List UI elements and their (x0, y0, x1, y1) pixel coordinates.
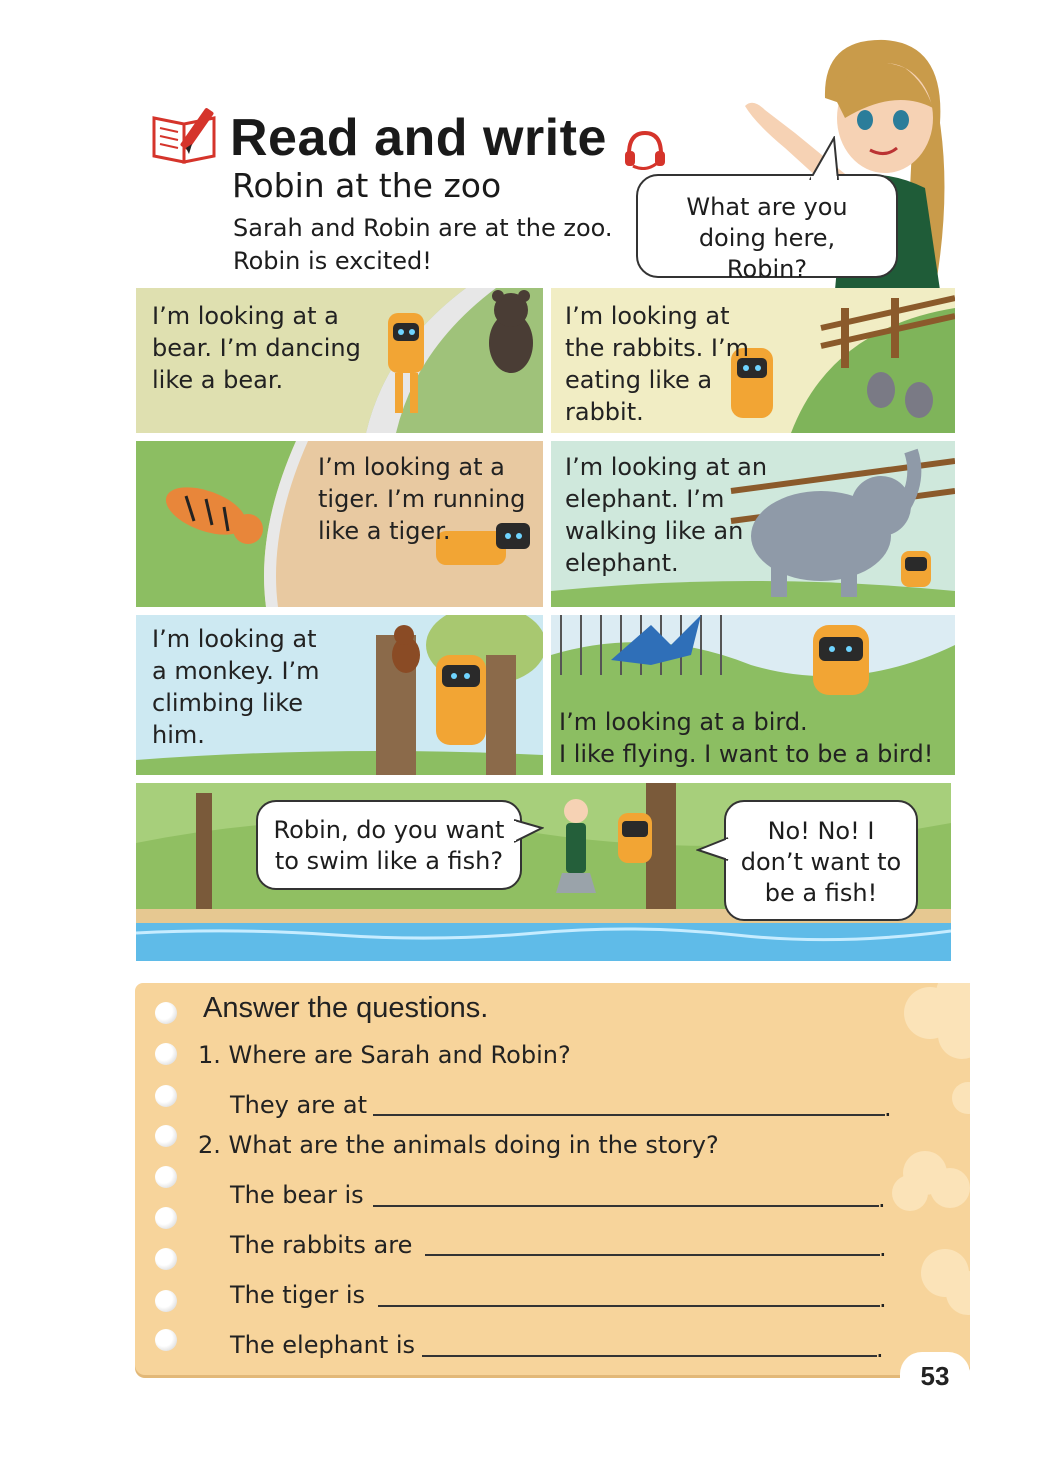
comic-panel-bird (551, 615, 955, 775)
question-2: 2. What are the animals doing in the story? (198, 1131, 719, 1159)
answer-tiger-prompt: The tiger is (230, 1281, 366, 1309)
panel-text: I’m looking at a tiger. I’m running like a tiger. (318, 453, 526, 545)
comic-panel-rabbits (551, 288, 955, 433)
comic-panel-elephant (551, 441, 955, 607)
panel-text: I’m looking at a bear. I’m dancing like a bear. (152, 302, 361, 394)
binder-hole (155, 1085, 177, 1107)
page-title: Read and write (230, 109, 607, 167)
comic-panel-bear (136, 288, 543, 433)
binder-hole (155, 1166, 177, 1188)
robin-answer-bubble: No! No! I don’t want to be a fish! (724, 800, 918, 921)
answer-elephant-line[interactable] (422, 1355, 877, 1357)
panel-text: I’m looking at an elephant. I’m walking like an elephant. (565, 453, 768, 577)
write-icon (148, 104, 228, 166)
binder-hole (155, 1002, 177, 1024)
panel-text: I’m looking at the rabbits. I’m eating like a rabbit. (565, 302, 749, 426)
answer-1-prompt: They are at (230, 1091, 368, 1119)
sarah-speech-bubble: What are you doing here, Robin? (636, 174, 898, 278)
answer-rabbits-prompt: The rabbits are (230, 1231, 413, 1259)
answer-elephant-period: . (876, 1335, 884, 1363)
sarah-question-bubble: Robin, do you want to swim like a fish? (256, 800, 522, 890)
answer-1-period: . (884, 1094, 892, 1122)
answer-rabbits-line[interactable] (425, 1254, 880, 1256)
question-1: 1. Where are Sarah and Robin? (198, 1041, 571, 1069)
flower-decoration (850, 983, 970, 1375)
answer-elephant-prompt: The elephant is (230, 1331, 416, 1359)
panel-text: I’m looking at a monkey. I’m climbing like him. (152, 625, 320, 749)
answer-bear-prompt: The bear is (230, 1181, 364, 1209)
binder-hole (155, 1329, 177, 1351)
headphones-icon[interactable] (622, 128, 668, 170)
binder-hole (155, 1125, 177, 1147)
story-intro: Sarah and Robin are at the zoo. Robin is excited! (233, 214, 613, 275)
answer-bear-line[interactable] (373, 1205, 879, 1207)
binder-hole (155, 1043, 177, 1065)
story-title: Robin at the zoo (232, 166, 502, 205)
answer-bear-period: . (878, 1185, 886, 1213)
panel-text: I’m looking at a bird. I like flying. I want to be a bird! (559, 708, 934, 768)
answer-1-line[interactable] (373, 1114, 885, 1116)
binder-hole (155, 1290, 177, 1312)
answer-tiger-period: . (879, 1285, 887, 1313)
comic-panel-tiger (136, 441, 543, 607)
page-number: 53 (900, 1352, 970, 1398)
questions-heading: Answer the questions. (203, 992, 489, 1024)
binder-hole (155, 1248, 177, 1270)
answer-tiger-line[interactable] (378, 1305, 880, 1307)
binder-hole (155, 1207, 177, 1229)
comic-panel-monkey (136, 615, 543, 775)
answer-rabbits-period: . (879, 1234, 887, 1262)
